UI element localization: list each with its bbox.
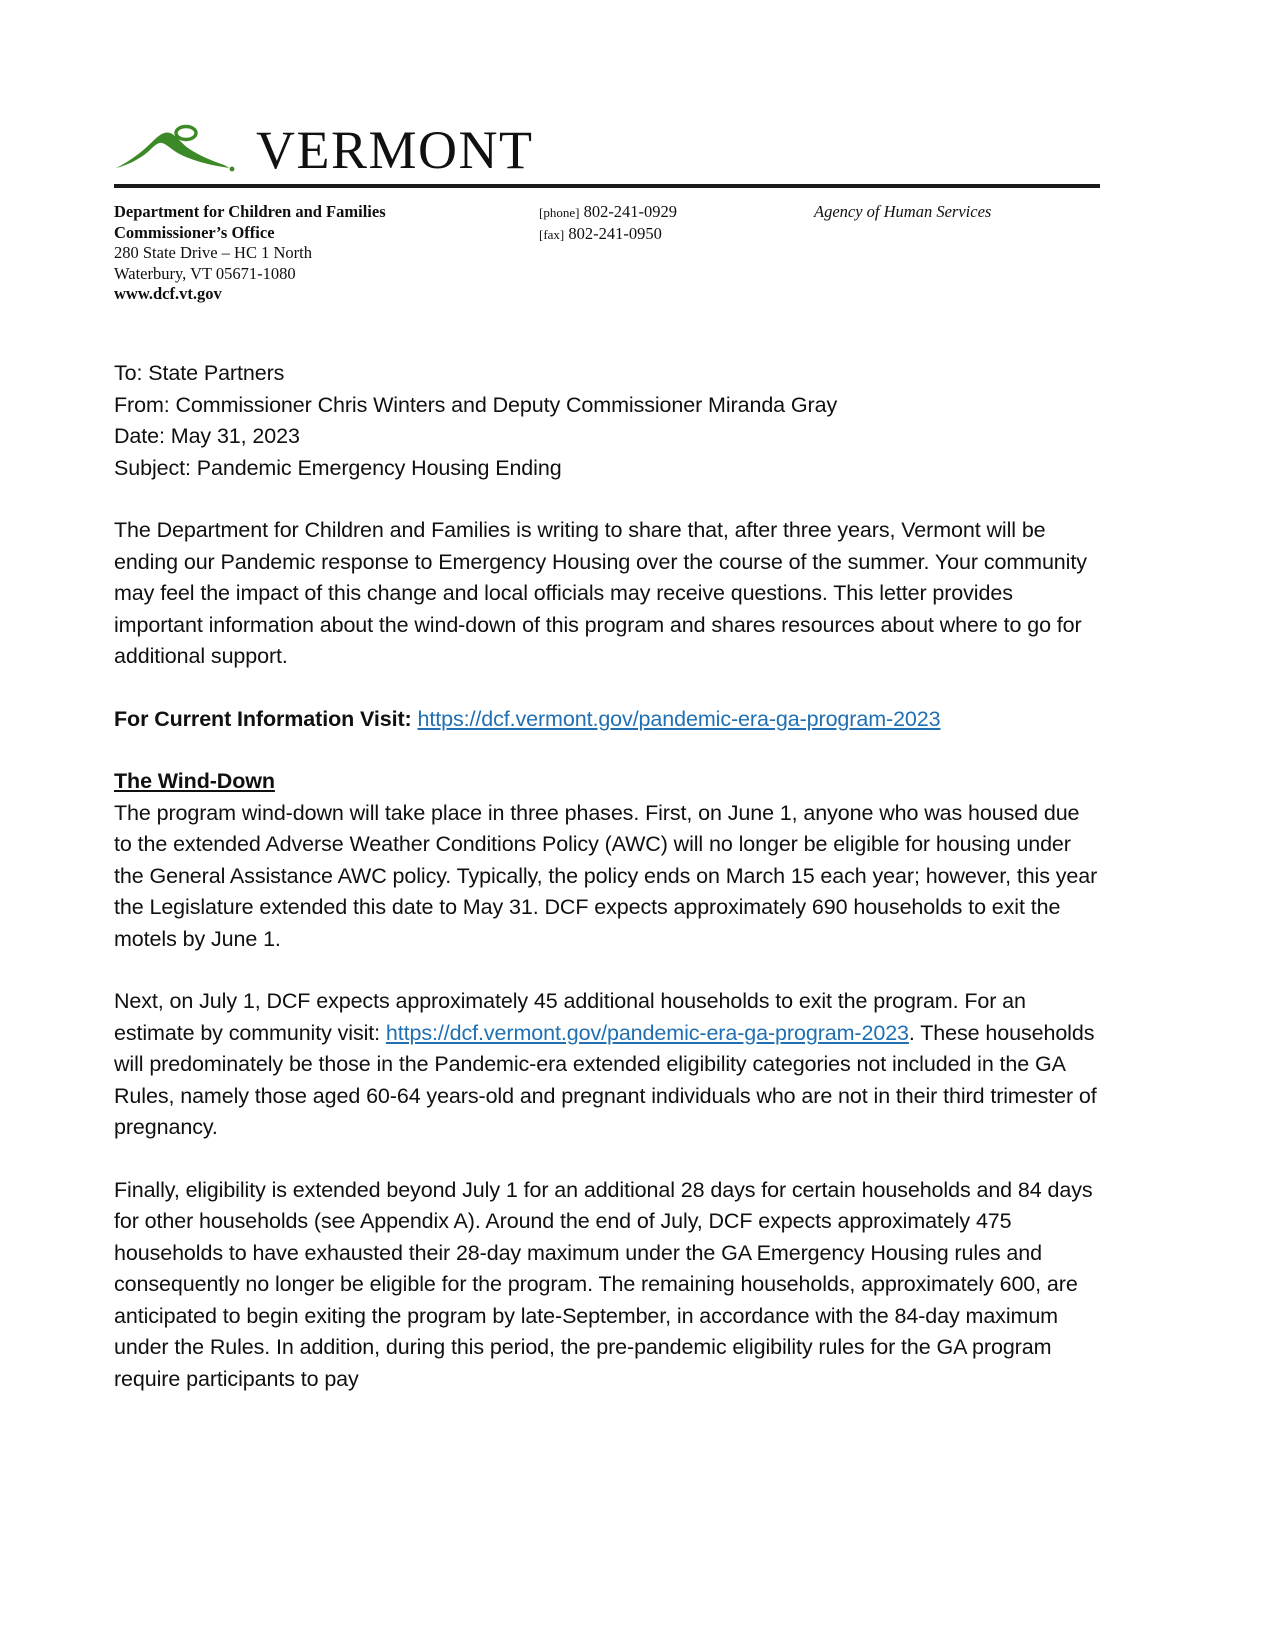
fax-line [539,224,799,246]
address-block [114,202,1100,307]
community-estimate-link[interactable]: https://dcf.vermont.gov/pandemic-era-ga-program-2023 [385,1020,909,1045]
memo-from: From: Commissioner Chris Winters and Deputy Commissioner Miranda Gray [114,392,838,417]
current-information-line [114,704,1102,736]
final-paragraph: Finally, eligibility is extended beyond July 1 for an additional 28 days for certain households and 84 days for other households (see Appendix A). Around the end of July, DCF expects approximately 475 households to have exhausted their 28-day maximum under the GA Emergency Housing rules and consequently no longer be eligible for the program. The remaining households, approximately 600, are anticipated to begin exiting the program by late-September, in accordance with the 84-day maximum under the Rules. In addition, during this period, the pre-pandemic eligibility rules for the GA program require participants to pay [114,1177,1093,1391]
department-address-column [114,202,534,305]
fax-label: [fax] [539,226,565,242]
phone-number: 802-241-0929 [583,202,678,221]
visit-label: For Current Information Visit: [114,706,412,731]
phone-label: [phone] [539,205,580,220]
office-name: Commissioner’s Office [114,222,275,242]
agency-column [814,202,1104,223]
july-text-after-link: . These households will predominately be those in the Pandemic-era extended eligibility categories not included in the GA Rules, namely those aged 60-64 years-old and pregnant individuals who are not in their third trimester of pregnancy. [114,1020,1097,1139]
intro-paragraph: The Department for Children and Families is writing to share that, after three years, Vermont will be ending our Pandemic response to Emergency Housing over the course of the summer. Your community may feel the impact of this change and local officials may receive questions. This letter provides important information about the wind-down of this program and shares resources about where to go for additional support. [114,518,1087,668]
vermont-green-mountain-logo-icon [114,118,242,174]
address-line-1: 280 State Drive – HC 1 North [114,243,312,262]
letterhead [114,112,1114,307]
wind-down-paragraph: The program wind-down will take place in three phases. First, on June 1, anyone who was housed due to the extended Adverse Weather Conditions Policy (AWC) will no longer be eligible for housing under the General Assistance AWC policy. Typically, the policy ends on March 15 each year; however, this year the Legislature extended this date to May 31. DCF expects approximately 690 households to exit the motels by June 1. [114,800,1098,951]
address-line-2: Waterbury, VT 05671-1080 [114,263,296,283]
wind-down-heading: The Wind-Down [114,769,275,793]
memo-to: To: State Partners [114,361,285,385]
letterhead-divider [114,184,1100,188]
letter-body [114,358,1102,1395]
state-wordmark: VERMONT [256,120,534,180]
logo-row [114,112,1114,180]
contact-column [539,202,799,245]
website-url[interactable]: www.dcf.vt.gov [114,284,222,303]
july-paragraph [114,986,1102,1144]
memo-date: Date: May 31, 2023 [114,424,300,448]
phone-line [539,202,799,224]
department-name: Department for Children and Families [114,202,386,221]
agency-name: Agency of Human Services [814,202,992,221]
july-text-before-link: Next, on July 1, DCF expects approximately 45 additional households to exit the program. For an estimate by community visit: [114,989,1026,1045]
current-information-link[interactable]: https://dcf.vermont.gov/pandemic-era-ga-program-2023 [417,706,941,731]
memo-subject: Subject: Pandemic Emergency Housing Ending [114,455,562,480]
fax-number: 802-241-0950 [568,223,662,243]
